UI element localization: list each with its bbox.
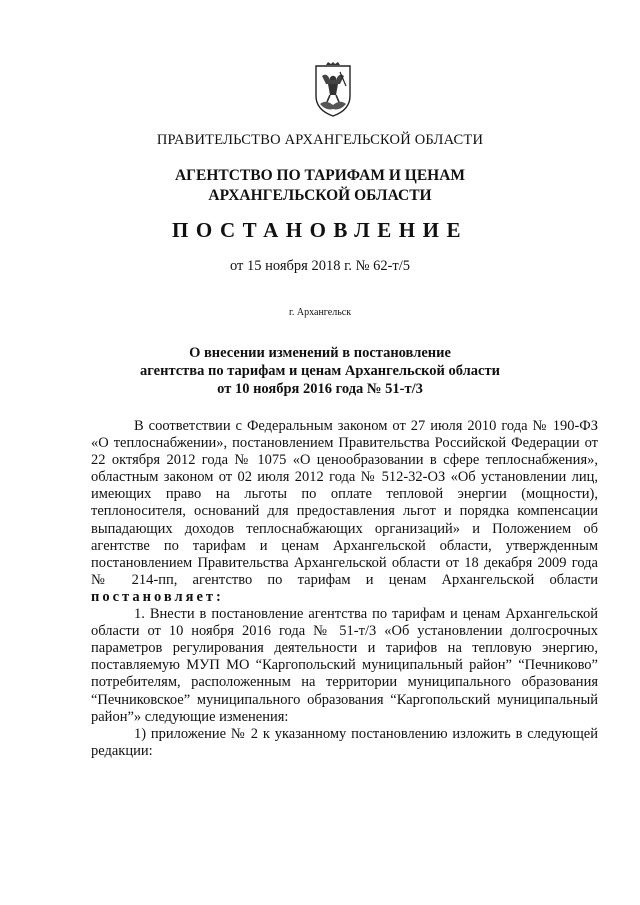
document-title-line-3: от 10 ноября 2016 года № 51-т/3 <box>217 381 423 397</box>
agency-name <box>0 166 640 206</box>
preamble-paragraph <box>91 418 598 606</box>
document-date-number: от 15 ноября 2018 г. № 62-т/5 <box>229 258 411 274</box>
preamble-text: В соответствии с Федеральным законом от 27 июля 2010 года № 190-ФЗ «О теплоснабжении», постановлением Правительства Российской Федерации от 22 октября 2012 года № 1075 «О ценообразовании в сфере теплоснабжения», областным законом от 02 июля 2012 года № 512-32-ОЗ «Об установлении лиц, имеющих право на льготы по оплате тепловой энергии (мощности), теплоносителя, оснований для предоставления льгот и порядка компенсации выпадающих доходов теплоснабжающих организаций» и Положением об агентстве по тарифам и ценам Архангельской области, утвержденным постановлением Правительства Архангельской области от 18 декабря 2009 года № 214-пп, агентство по тарифам и ценам Архангельской области <box>91 418 598 588</box>
document-type: ПОСТАНОВЛЕНИЕ <box>172 218 468 242</box>
agency-name-line-1: АГЕНТСТВО ПО ТАРИФАМ И ЦЕНАМ <box>174 167 466 184</box>
document-city: г. Архангельск <box>288 307 352 318</box>
agency-name-line-2: АРХАНГЕЛЬСКОЙ ОБЛАСТИ <box>208 187 432 204</box>
coat-of-arms-icon <box>313 62 353 118</box>
document-body <box>91 418 598 760</box>
subitem-1-paragraph: 1) приложение № 2 к указанному постановлению изложить в следующей редакции: <box>91 725 598 759</box>
government-name: ПРАВИТЕЛЬСТВО АРХАНГЕЛЬСКОЙ ОБЛАСТИ <box>156 132 484 148</box>
document-title-line-2: агентства по тарифам и ценам Архангельской области <box>140 363 500 379</box>
document-title-line-1: О внесении изменений в постановление <box>189 345 451 361</box>
decree-word: постановляет: <box>91 588 224 605</box>
item-1-paragraph: 1. Внести в постановление агентства по тарифам и ценам Архангельской области от 10 ноября 2016 года № 51-т/3 «Об установлении долгосрочных параметров регулирования деятельности и тарифов на тепловую энергию, поставляемую МУП МО “Каргопольский муниципальный район” “Печниково” потребителям, расположенным на территории муниципального образования “Печниковское” муниципального образования “Каргопольский муниципальный район”» следующие изменения: <box>91 606 598 725</box>
document-title <box>0 344 640 398</box>
